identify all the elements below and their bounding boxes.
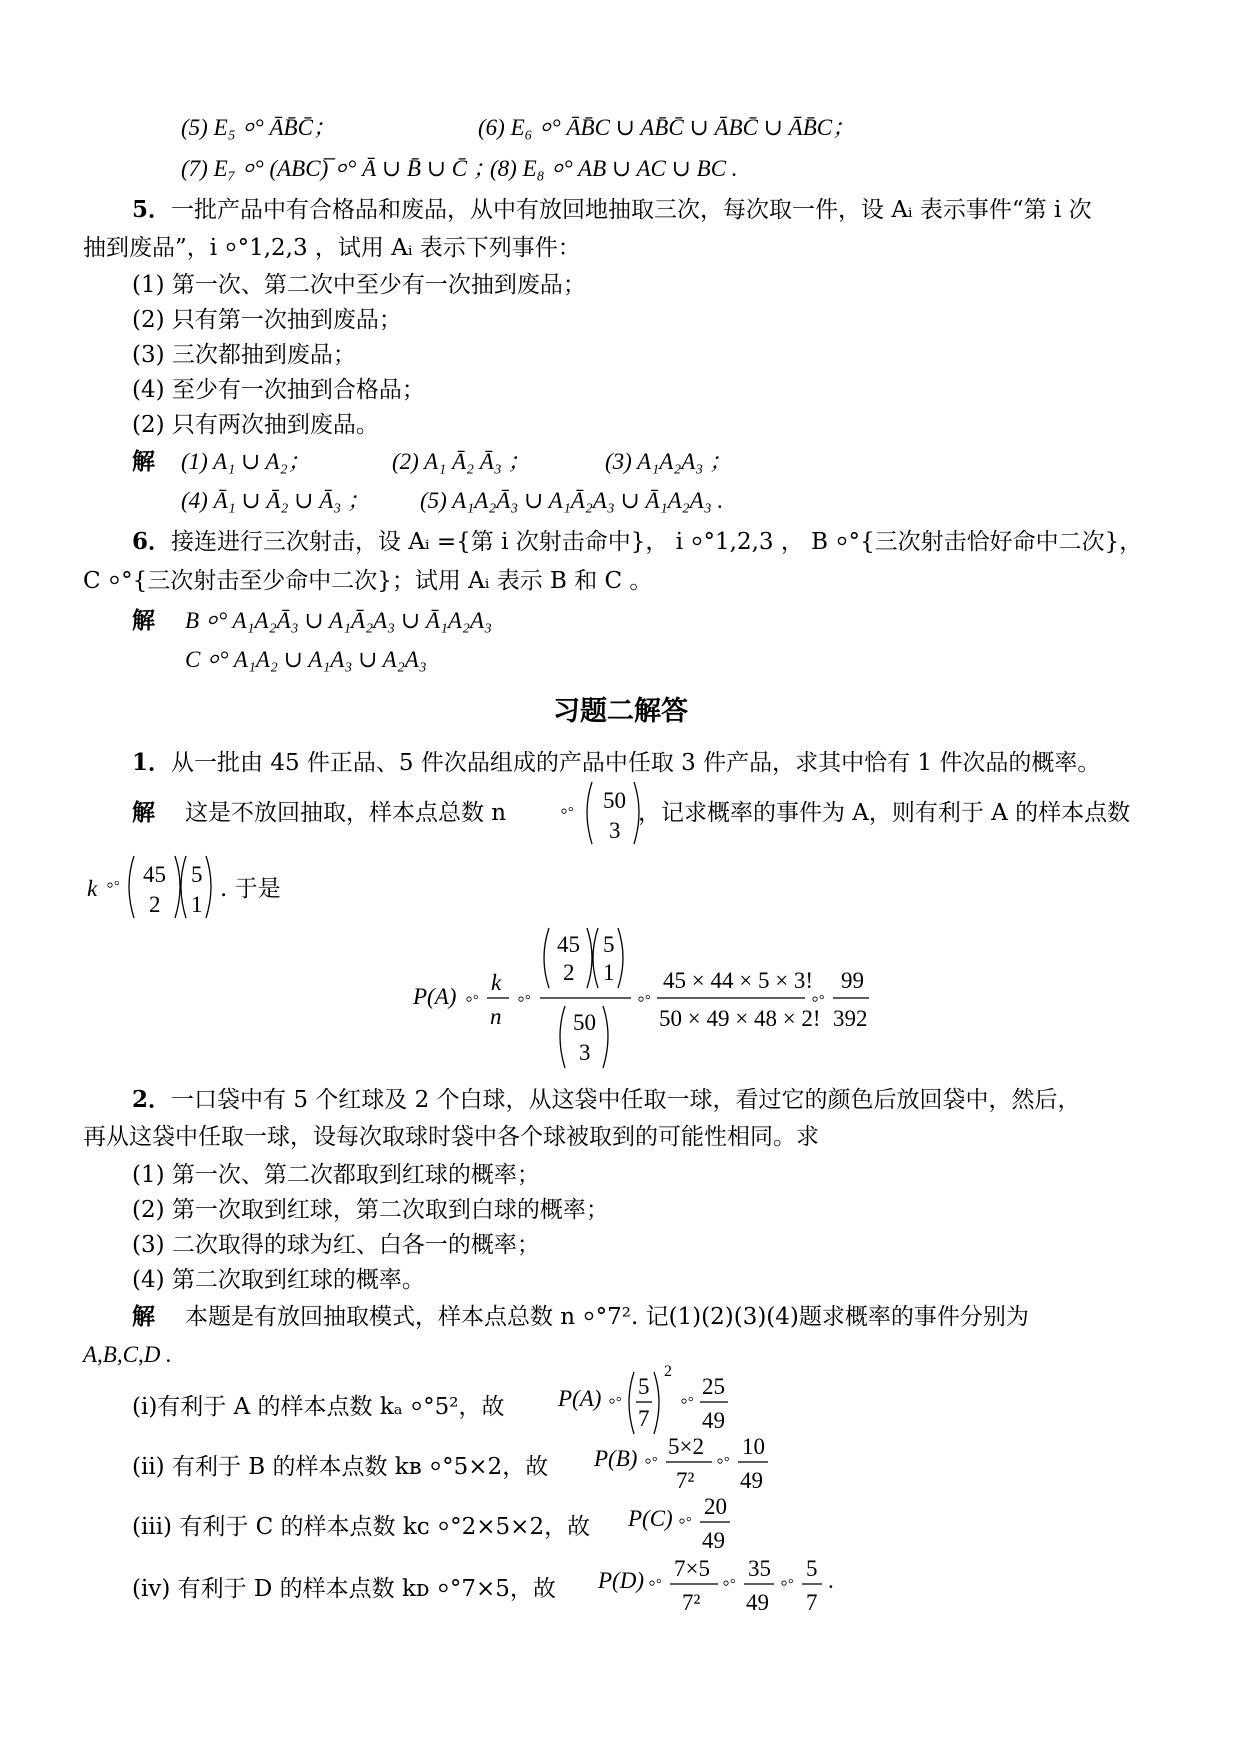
paren: [587, 928, 592, 988]
binom-top: 45: [557, 932, 580, 957]
solution-label: 解: [132, 607, 155, 634]
frac-denominator: 7²: [682, 1590, 701, 1615]
p2-line-1: [132, 1085, 1081, 1115]
p2-item-4: (4) 第二次取到红球的概率。: [132, 1267, 425, 1293]
binom-bottom: 1: [191, 892, 203, 917]
eq-symbol: ⸰°: [811, 993, 825, 1008]
q5-item-5: (2) 只有两次抽到废品。: [132, 412, 379, 438]
eq-symbol: ⸰°: [608, 1395, 622, 1410]
frac-numerator: 5×2: [668, 1434, 704, 1459]
q5-solution-label: [132, 447, 155, 477]
q6-sol-c: C ⸰° A₁A₂ ∪ A₁A₃ ∪ A₂A₃: [185, 647, 427, 672]
p2-text-1: 一口袋中有 5 个红球及 2 个白球，从这袋中任取一球，看过它的颜色后放回袋中，然后，: [171, 1087, 1081, 1113]
formula-e6: (6) E₆ ⸰° ĀB̄C ∪ AB̄C̄ ∪ ĀBC̄ ∪ ĀB̄C；: [478, 115, 856, 140]
prob-label: P(C): [628, 1506, 673, 1531]
paren: [544, 928, 549, 988]
result-denominator: 49: [702, 1528, 725, 1553]
q5-item-2: (2) 只有第一次抽到废品；: [132, 307, 402, 333]
p1-number: 1．: [132, 749, 172, 776]
prob-label: P(B): [594, 1446, 638, 1471]
eq-symbol: ⸰°: [678, 1515, 692, 1530]
q6-line-2: C ⸰°{三次射击至少命中二次}；试用 Aᵢ 表示 B 和 C 。: [83, 568, 653, 594]
prob-label: P(A): [558, 1386, 602, 1411]
eq-symbol: ⸰°: [722, 1577, 736, 1592]
result-numerator: 35: [748, 1556, 771, 1581]
eq-n: n: [490, 1004, 502, 1029]
eq-numerator: 45 × 44 × 5 × 3!: [663, 968, 814, 993]
solution-label: 解: [132, 448, 155, 475]
paren: [593, 928, 598, 988]
p2-line-2: 再从这袋中任取一球，设每次取球时袋中各个球被取到的可能性相同。求: [83, 1124, 819, 1150]
binom-bottom: 3: [579, 1040, 591, 1065]
prob-label: P(D): [598, 1568, 644, 1593]
eq-symbol: ⸰°: [637, 993, 651, 1008]
solution-label: 解: [132, 799, 155, 826]
binom-top: 50: [603, 788, 626, 813]
p2-sol-line-1: 本题是有放回抽取模式，样本点总数 n ⸰°7². 记(1)(2)(3)(4)题求概率的事件分别为: [185, 1304, 1029, 1330]
q5-item-3: (3) 三次都抽到废品；: [132, 342, 356, 368]
eq-symbol: ⸰°: [780, 1577, 794, 1592]
q5-number: 5．: [132, 196, 172, 223]
binom-bottom: 3: [609, 818, 621, 843]
frac-numerator: 7×5: [674, 1556, 710, 1581]
q6-solution-label: [132, 606, 155, 636]
p2-case-iii: (ⅲ) 有利于 C 的样本点数 kᴄ ⸰°2×5×2，故: [132, 1514, 591, 1540]
eq-symbol: ⸰°: [716, 1455, 730, 1470]
simplified-denominator: 7: [806, 1590, 818, 1615]
q6-line-1: [132, 527, 1142, 557]
binom-bottom: 1: [603, 960, 615, 985]
p2-item-3: (3) 二次取得的球为红、白各一的概率；: [132, 1232, 540, 1258]
q5-line-2: 抽到废品”，i ⸰°1,2,3 ，试用 Aᵢ 表示下列事件：: [83, 235, 581, 261]
p2-number: 2．: [132, 1086, 172, 1113]
frac-numerator: 5: [638, 1374, 650, 1399]
paren: [181, 856, 186, 918]
eq-symbol: ⸰°: [644, 1455, 658, 1470]
q6-number: 6．: [132, 528, 172, 555]
q6-sol-b: B ⸰° A₁A₂Ā₃ ∪ A₁Ā₂A₃ ∪ Ā₁A₂A₃: [185, 608, 493, 633]
eq-symbol: ⸰°: [465, 993, 479, 1008]
simplified-numerator: 5: [806, 1556, 818, 1581]
binom-50-3: [556, 778, 646, 850]
p1-solution-label: [132, 798, 155, 828]
p2-case-iv-equation: [596, 1544, 856, 1624]
q5-line-1: [132, 195, 1092, 225]
formula-e8: (8) E₈ ⸰° AB ∪ AC ∪ BC .: [490, 156, 738, 181]
p1-question: [132, 748, 1100, 778]
paren: [129, 856, 134, 918]
binom-top: 5: [603, 932, 615, 957]
eq-result-numerator: 99: [841, 968, 864, 993]
eq-symbol: ⸰°: [106, 879, 120, 894]
eq-symbol: ⸰°: [680, 1395, 694, 1410]
q5-text-1: 一批产品中有合格品和废品，从中有放回地抽取三次，每次取一件，设 Aᵢ 表示事件“第 i 次: [171, 197, 1092, 223]
p1-sol-text-b: ，记求概率的事件为 A，则有利于 A 的样本点数: [638, 800, 1131, 826]
q5-sol-3: (3) A₁A₂A₃ ；: [605, 449, 733, 474]
q5-sol-5: (5) A₁A₂Ā₃ ∪ A₁Ā₂A₃ ∪ Ā₁A₂A₃ .: [420, 488, 724, 513]
frac-denominator: 7: [638, 1406, 650, 1431]
q5-item-1: (1) 第一次、第二次中至少有一次抽到废品；: [132, 272, 586, 298]
p2-item-1: (1) 第一次、第二次都取到红球的概率；: [132, 1162, 540, 1188]
eq-symbol: ⸰°: [560, 805, 574, 820]
q5-sol-4: (4) Ā₁ ∪ Ā₂ ∪ Ā₃ ；: [181, 488, 370, 513]
q6-text-1: 接连进行三次射击，设 Aᵢ ={第 i 次射击命中}， i ⸰°1,2,3 ， B ⸰°{三次射击恰好命中二次}，: [171, 529, 1143, 555]
binom-product: [100, 852, 220, 924]
p1-sol-text-a: 这是不放回抽取，样本点总数 n: [185, 800, 507, 826]
paren: [206, 856, 211, 918]
p2-sol-line-2: A,B,C,D .: [83, 1342, 172, 1367]
p2-solution-label: [132, 1302, 155, 1332]
q5-item-4: (4) 至少有一次抽到合格品；: [132, 377, 425, 403]
eq-PA: P(A): [413, 984, 457, 1009]
p1-k-label: k: [87, 876, 98, 901]
eq-result-denominator: 392: [833, 1006, 868, 1031]
result-denominator: 49: [740, 1468, 763, 1493]
eq-k: k: [491, 970, 502, 995]
frac-denominator: 7²: [676, 1468, 695, 1493]
paren: [618, 928, 623, 988]
binom-top: 50: [573, 1010, 596, 1035]
result-numerator: 20: [704, 1494, 727, 1519]
paren: [560, 1006, 565, 1068]
formula-e7: (7) E₇ ⸰° (ABC)̅ ⸰° Ā ∪ B̄ ∪ C̄ ；: [181, 156, 496, 181]
result-numerator: 10: [742, 1434, 765, 1459]
binom-bottom: 2: [563, 960, 575, 985]
paren: [175, 856, 180, 918]
p1-probability-equation: [405, 922, 875, 1072]
result-denominator: 49: [702, 1408, 725, 1433]
p1-question-text: 从一批由 45 件正品、5 件次品组成的产品中任取 3 件产品，求其中恰有 1 件次品的概率。: [171, 750, 1101, 776]
q5-sol-2: (2) A₁ Ā₂ Ā₃ ；: [392, 449, 531, 474]
binom-bottom: 2: [149, 892, 161, 917]
p2-item-2: (2) 第一次取到红球，第二次取到白球的概率；: [132, 1197, 609, 1223]
left-paren: [587, 782, 592, 844]
solution-label: 解: [132, 1303, 155, 1330]
p2-case-ii: (ⅱ) 有利于 B 的样本点数 kʙ ⸰°5×2，故: [132, 1454, 549, 1480]
p2-case-iv: (ⅳ) 有利于 D 的样本点数 kᴅ ⸰°7×5，故: [132, 1576, 556, 1602]
result-denominator: 49: [746, 1590, 769, 1615]
binom-top: 5: [191, 862, 203, 887]
formula-e5: (5) E₅ ⸰° ĀB̄C̄；: [181, 115, 336, 140]
q5-sol-1: (1) A₁ ∪ A₂；: [181, 449, 311, 474]
p2-case-i: (ⅰ)有利于 A 的样本点数 kₐ ⸰°5²，故: [132, 1394, 505, 1420]
end-period: .: [828, 1568, 834, 1593]
paren: [603, 1006, 608, 1068]
eq-denominator: 50 × 49 × 48 × 2!: [659, 1006, 821, 1031]
eq-symbol: ⸰°: [648, 1577, 662, 1592]
section-title: 习题二解答: [553, 696, 688, 727]
binom-top: 45: [143, 862, 166, 887]
eq-symbol: ⸰°: [517, 993, 531, 1008]
p1-then: . 于是: [220, 876, 281, 902]
result-numerator: 25: [702, 1374, 725, 1399]
exponent: 2: [664, 1363, 672, 1380]
